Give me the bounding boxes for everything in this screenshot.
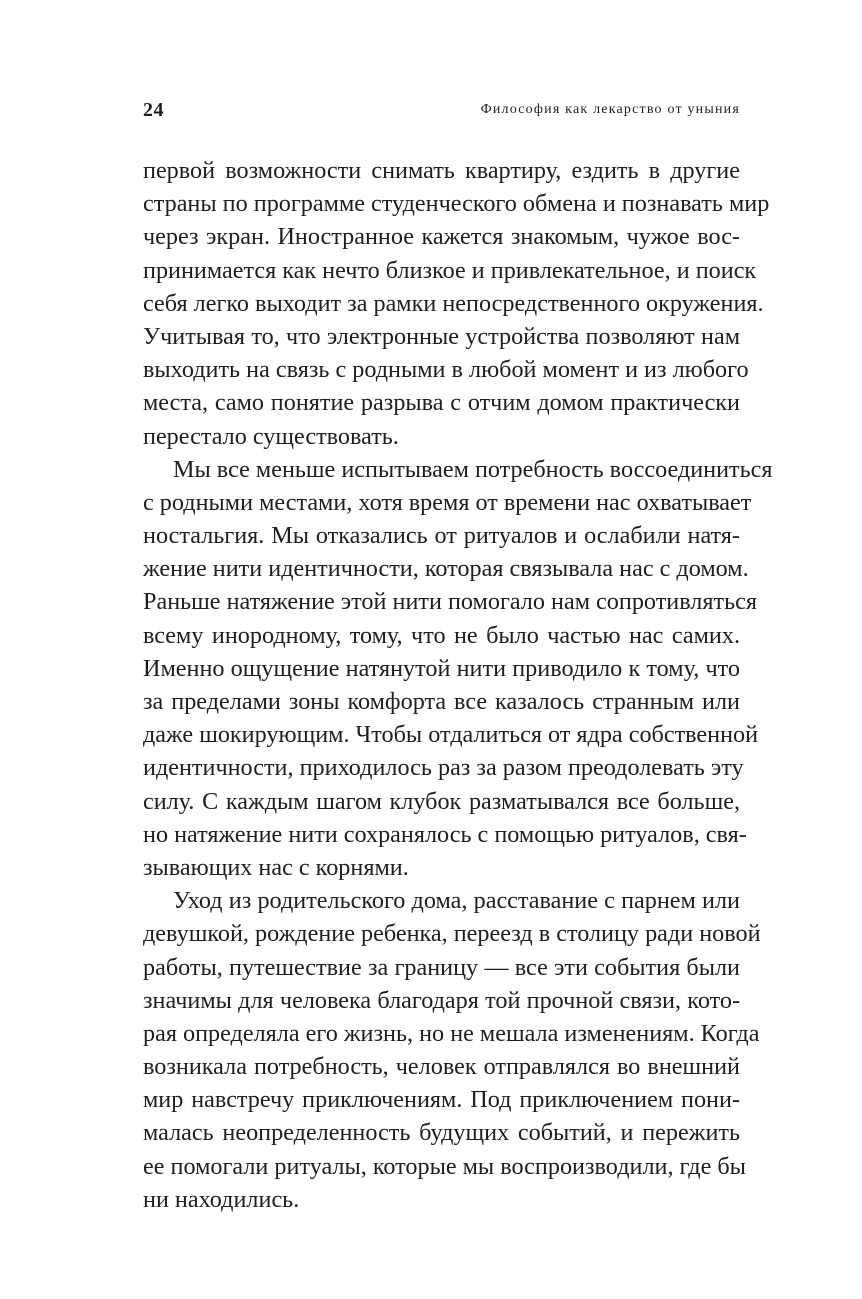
text-line: но натяжение нити сохранялось с помощью ритуалов, свя- [143, 820, 747, 848]
text-line: принимается как нечто близкое и привлекательное, и поиск [143, 256, 757, 284]
text-line: Раньше натяжение этой нити помогало нам сопротивляться [143, 588, 757, 616]
text-line: силу. С каждым шагом клубок разматывался все больше, [143, 787, 740, 815]
paragraph-2 [143, 453, 773, 884]
text-line: зывающих нас с корнями. [143, 853, 409, 881]
text-line: рая определяла его жизнь, но не мешала изменениям. Когда [143, 1019, 760, 1047]
text-line: значимы для человека благодаря той прочной связи, кото- [143, 986, 740, 1014]
text-line: страны по программе студенческого обмена и познавать мир [143, 190, 770, 218]
text-line: за пределами зоны комфорта все казалось странным или [143, 688, 740, 715]
text-line: Уход из родительского дома, расставание с парнем или [173, 887, 740, 915]
text-line: с родными местами, хотя время от времени нас охватывает [143, 488, 752, 516]
paragraph-3 [143, 884, 761, 1216]
text-line: места, само понятие разрыва с отчим домом практически [143, 389, 740, 417]
text-line: Мы все меньше испытываем потребность воссоединиться [173, 455, 773, 483]
text-line: всему инородному, тому, что не было частью нас самих. [143, 621, 740, 649]
paragraph-1 [143, 154, 770, 453]
body-text [143, 154, 773, 1216]
text-line: ностальгия. Мы отказались от ритуалов и ослабили натя- [143, 522, 740, 550]
text-line: ее помогали ритуалы, которые мы воспроизводили, где бы [143, 1152, 746, 1180]
text-line: перестало существовать. [143, 422, 399, 450]
text-line: мир навстречу приключениям. Под приключением пони- [143, 1086, 740, 1114]
text-line: ни находились. [143, 1185, 300, 1213]
running-title: Философия как лекарство от уныния [480, 102, 740, 117]
text-line: Учитывая то, что электронные устройства позволяют нам [143, 322, 740, 350]
text-line: малась неопределенность будущих событий, и пережить [143, 1119, 740, 1147]
text-line: даже шокирующим. Чтобы отдалиться от ядра собственной [143, 721, 759, 749]
text-line: через экран. Иностранное кажется знакомым, чужое вос- [143, 223, 740, 251]
text-line: идентичности, приходилось раз за разом преодолевать эту [143, 754, 744, 782]
text-line: возникала потребность, человек отправлялся во внешний [143, 1053, 740, 1081]
text-line: работы, путешествие за границу — все эти события были [143, 953, 740, 981]
text-line: выходить на связь с родными в любой момент и из любого [143, 356, 749, 384]
text-line: жение нити идентичности, которая связывала нас с домом. [143, 555, 749, 583]
running-head [143, 96, 740, 124]
text-line: девушкой, рождение ребенка, переезд в столицу ради новой [143, 920, 761, 948]
text-line: первой возможности снимать квартиру, ездить в другие [143, 157, 740, 184]
page-number: 24 [143, 99, 164, 121]
text-line: себя легко выходит за рамки непосредственного окружения. [143, 289, 764, 317]
text-line: Именно ощущение натянутой нити приводило к тому, что [143, 654, 740, 682]
